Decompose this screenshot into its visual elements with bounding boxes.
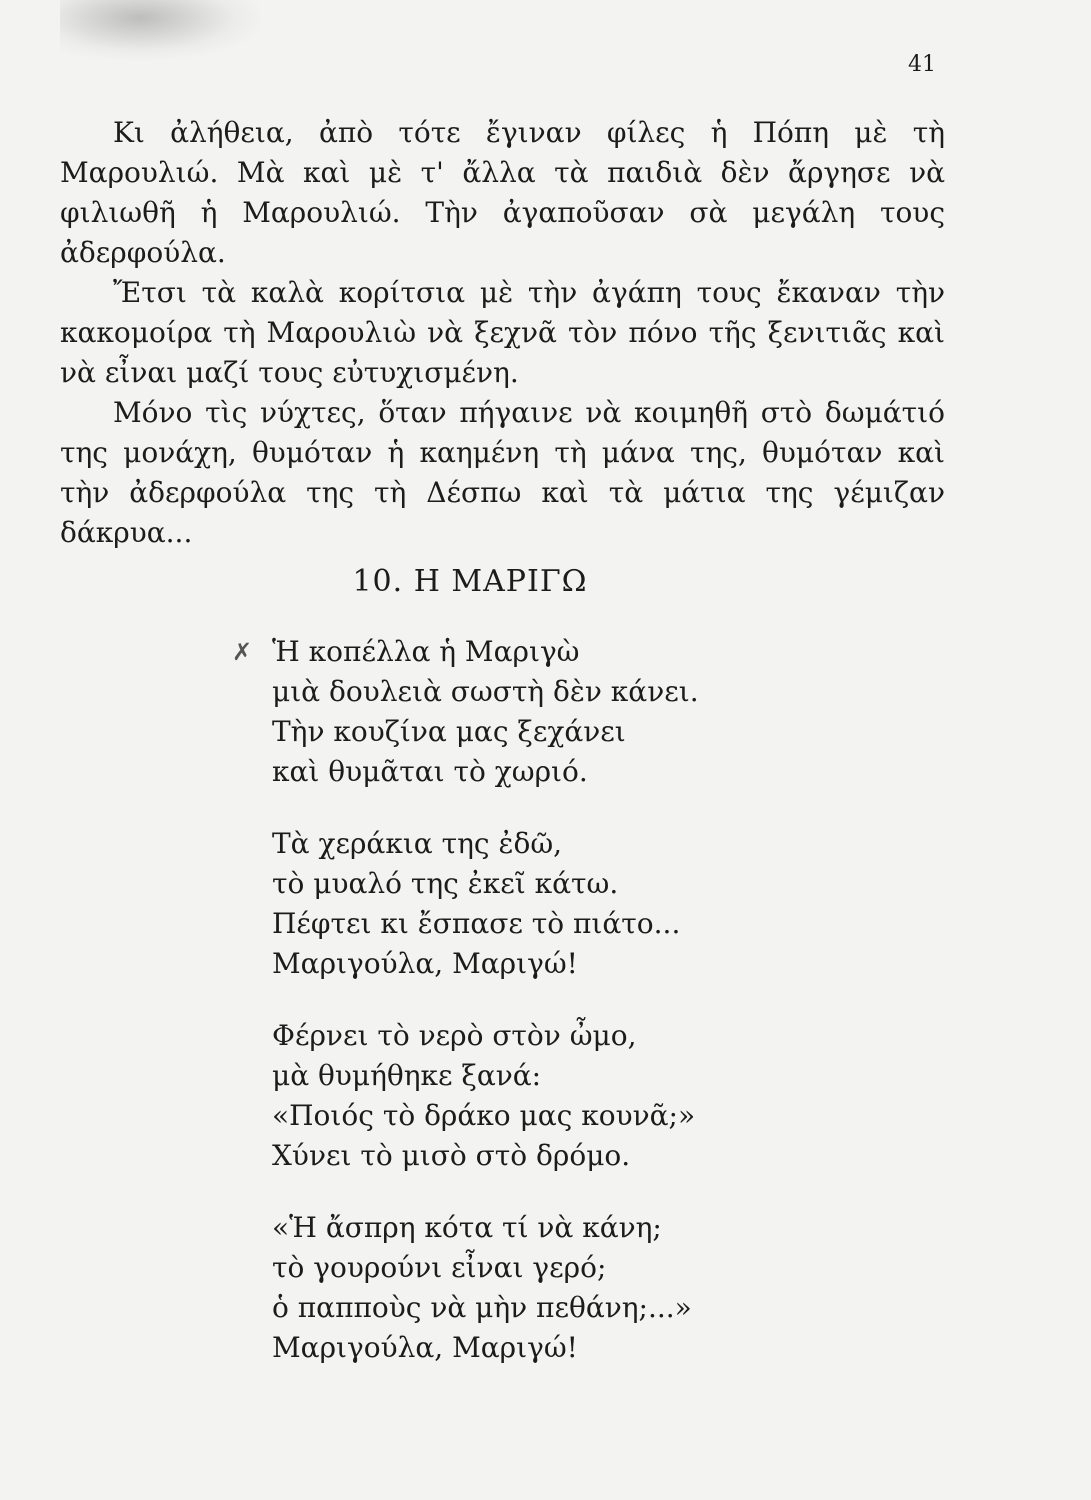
verse-line: Μαριγούλα, Μαριγώ! xyxy=(272,1331,578,1364)
verse-line: τὸ μυαλό της ἐκεῖ κάτω. xyxy=(272,867,619,900)
verse-line: Τὴν κουζίνα μας ξεχάνει xyxy=(272,715,626,748)
paragraph: Κι ἀλήθεια, ἀπὸ τότε ἔγιναν φίλες ἡ Πόπη μὲ τὴ Μαρουλιώ. Μὰ καὶ μὲ τ' ἄλλα τὰ παιδιὰ δὲν ἄργησε νὰ φιλιωθῆ ἡ Μαρουλιώ. Τὴν ἀγαποῦσαν σὰ μεγάλη τους ἀδερφούλα. xyxy=(60,116,945,269)
verse-line: ὁ παπποὺς νὰ μὴν πεθάνη;...» xyxy=(272,1291,692,1324)
verse-line: «Ἡ ἄσπρη κότα τί νὰ κάνη; xyxy=(272,1211,662,1244)
stanza xyxy=(272,824,699,984)
verse-line: μὰ θυμήθηκε ξανά: xyxy=(272,1059,542,1092)
poem xyxy=(272,632,699,1400)
verse-line: Τὰ χεράκια της ἐδῶ, xyxy=(272,827,563,860)
page-number: 41 xyxy=(908,52,936,77)
paragraph: Μόνο τὶς νύχτες, ὅταν πήγαινε νὰ κοιμηθῆ στὸ δωμάτιό της μονάχη, θυμόταν ἡ καημένη τὴ μάνα της, θυμόταν καὶ τὴν ἀδερφούλα της τὴ Δέσπω καὶ τὰ μάτια της γέμιζαν δάκρυα... xyxy=(60,396,945,549)
stanza xyxy=(272,1016,699,1176)
verse-line: Πέφτει κι ἔσπασε τὸ πιάτο... xyxy=(272,907,681,940)
paragraph: Ἔτσι τὰ καλὰ κορίτσια μὲ τὴν ἀγάπη τους ἔκαναν τὴν κακομοίρα τὴ Μαρουλιὼ νὰ ξεχνᾶ τὸν πόνο τῆς ξενιτιᾶς καὶ νὰ εἶναι μαζί τους εὐτυχισμένη. xyxy=(60,276,945,389)
pencil-mark-icon: ✗ xyxy=(232,638,253,666)
verse-line: Χύνει τὸ μισὸ στὸ δρόμο. xyxy=(272,1139,631,1172)
verse-line: μιὰ δουλειὰ σωστὴ δὲν κάνει. xyxy=(272,675,699,708)
verse-line: «Ποιός τὸ δράκο μας κουνᾶ;» xyxy=(272,1099,696,1132)
stanza xyxy=(272,1208,699,1368)
verse-line: Μαριγούλα, Μαριγώ! xyxy=(272,947,578,980)
chapter-title: 10. Η ΜΑΡΙΓΩ xyxy=(352,564,588,599)
verse-line: καὶ θυμᾶται τὸ χωριό. xyxy=(272,755,588,788)
verse-line: Φέρνει τὸ νερὸ στὸν ὦμο, xyxy=(272,1019,637,1052)
verse-line: Ἡ κοπέλλα ἡ Μαριγὼ xyxy=(272,635,580,668)
stanza xyxy=(272,632,699,792)
verse-line: τὸ γουρούνι εἶναι γερό; xyxy=(272,1251,607,1284)
page-smudge xyxy=(60,0,260,60)
prose-section xyxy=(60,113,945,553)
